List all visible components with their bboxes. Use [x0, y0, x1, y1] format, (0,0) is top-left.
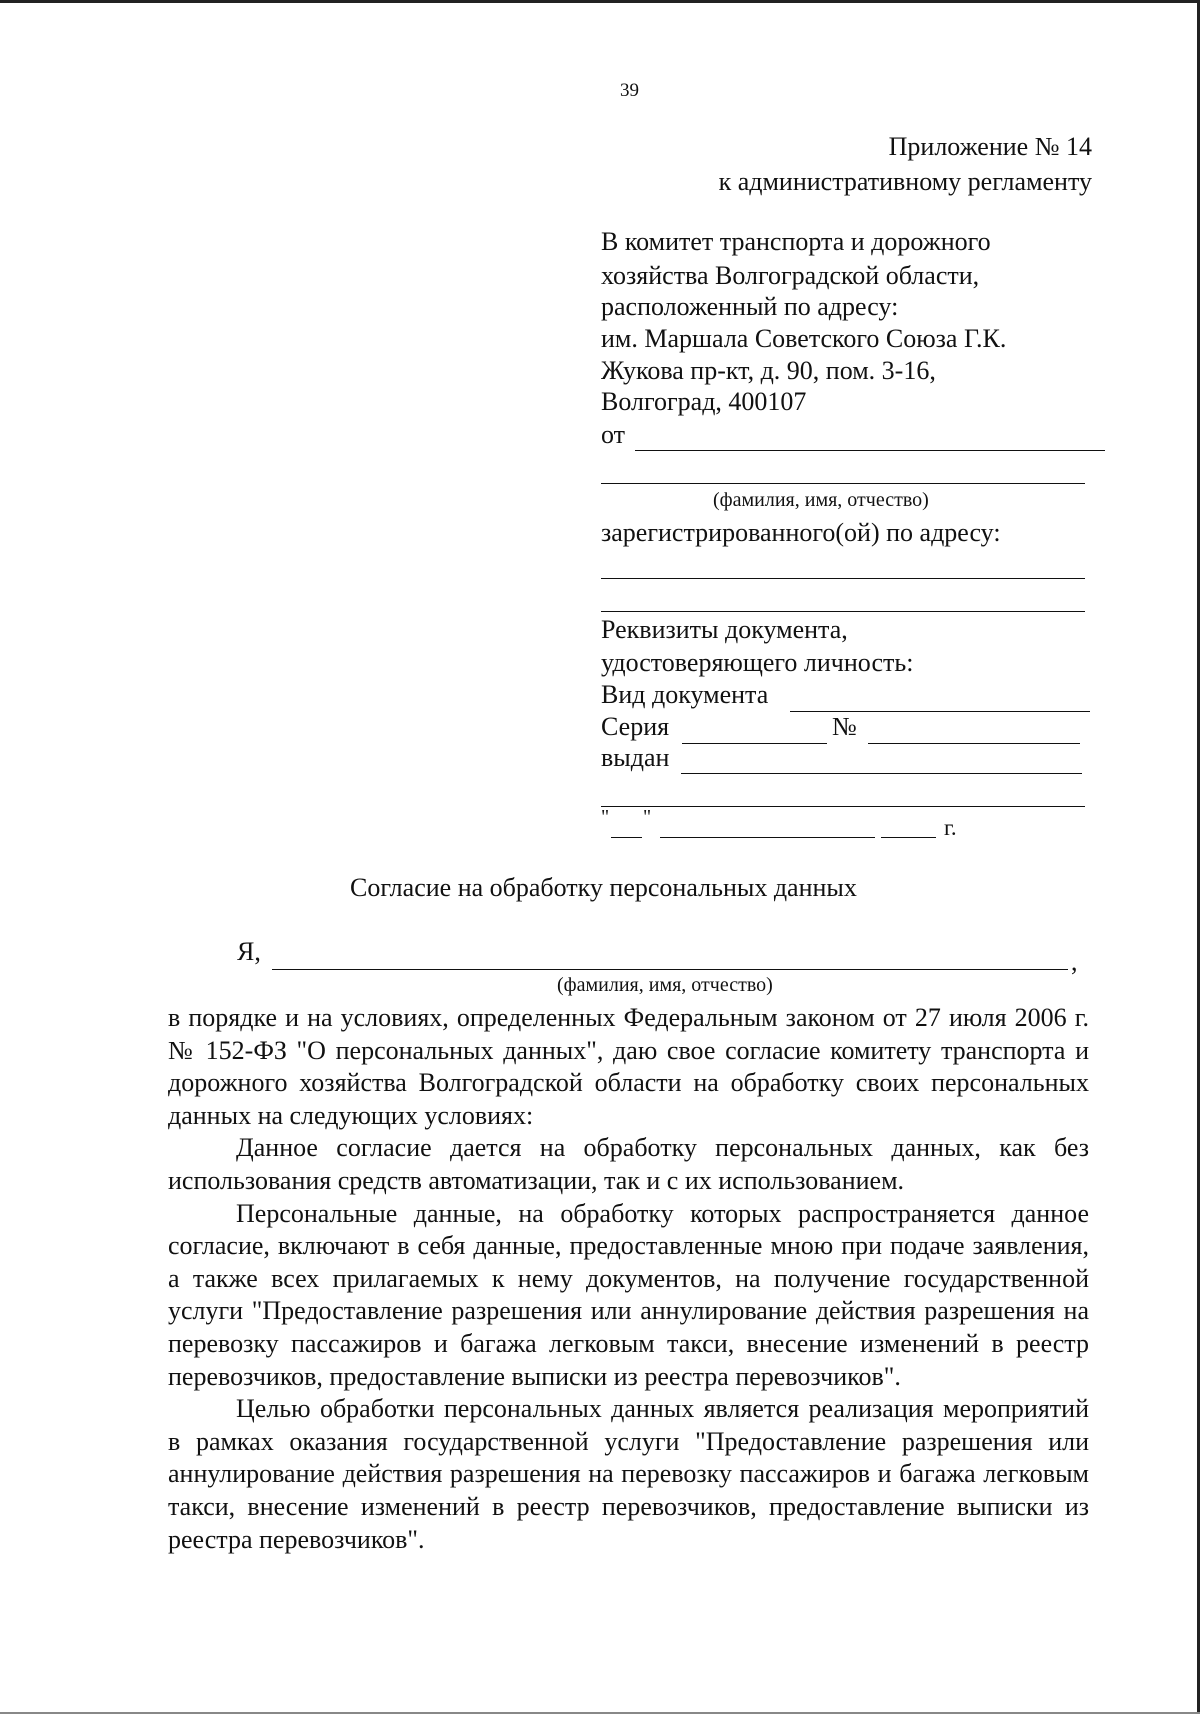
id-doc-heading-1: Реквизиты документа,: [601, 615, 848, 644]
fio-caption-top: (фамилия, имя, отчество): [713, 489, 929, 511]
consent-title: Согласие на обработку персональных данных: [350, 873, 857, 902]
series-label: Серия: [601, 712, 670, 741]
from-label: от: [601, 420, 626, 449]
registered-label: зарегистрированного(ой) по адресу:: [601, 518, 1001, 547]
date-year-field[interactable]: [881, 837, 936, 838]
consent-paragraph-1: в порядке и на условиях, определенных Федеральным законом от 27 июля 2006 г. № 152-ФЗ "О персональных данных", даю свое согласие комитету транспорта и дорожного хозяйства Волгоградской области на обработку своих персональных данных на следующих условиях:: [168, 1003, 1089, 1130]
year-suffix: г.: [944, 815, 957, 840]
addressee-line-5: Жукова пр-кт, д. 90, пом. 3-16,: [601, 356, 936, 385]
consent-paragraph-4: Целью обработки персональных данных является реализация мероприятий в рамках оказания государственной услуги "Предоставление разрешения или аннулирование действия разрешения на перевозку пассажиров и багажа легковым такси, внесение изменений в реестр перевозчиков, предоставление выписки из реестра перевозчиков".: [168, 1394, 1089, 1554]
scan-border-top: [0, 0, 1200, 3]
consent-paragraph-3: Персональные данные, на обработку которых распространяется данное согласие, включают в себя данные, предоставленные мною при подаче заявления, а также всех прилагаемых к нему документов, на получение государственной услуги "Предоставление разрешения или аннулирование действия разрешения на перевозку пассажиров и багажа легковым такси, внесение изменений в реестр перевозчиков, предоставление выписки из реестра перевозчиков".: [168, 1198, 1089, 1391]
fio-caption-consent: (фамилия, имя, отчество): [557, 974, 773, 996]
i-label: Я,: [237, 937, 261, 966]
addressee-line-2: хозяйства Волгоградской области,: [601, 261, 980, 290]
doc-type-label: Вид документа: [601, 680, 769, 709]
addressee-line-4: им. Маршала Советского Союза Г.К.: [601, 324, 1007, 353]
from-fio-field-2[interactable]: [601, 483, 1085, 484]
series-field[interactable]: [682, 743, 827, 744]
page-number: 39: [620, 80, 639, 101]
addressee-line-6: Волгоград, 400107: [601, 387, 807, 416]
fio-comma: ,: [1071, 947, 1078, 976]
date-quote-close: ": [643, 806, 652, 828]
appendix-number: Приложение № 14: [888, 132, 1092, 161]
issued-by-field[interactable]: [681, 773, 1082, 774]
date-quote-open: ": [601, 806, 610, 828]
from-fio-field[interactable]: [635, 450, 1105, 451]
issued-by-field-2[interactable]: [601, 806, 1085, 807]
consent-body: [168, 1002, 1089, 1556]
appendix-reference: к административному регламенту: [718, 167, 1092, 196]
number-field[interactable]: [868, 743, 1080, 744]
id-doc-heading-2: удостоверяющего личность:: [601, 648, 914, 677]
number-label: №: [832, 712, 857, 741]
addressee-line-3: расположенный по адресу:: [601, 292, 899, 321]
date-day-field[interactable]: [611, 837, 642, 838]
date-month-field[interactable]: [660, 837, 875, 838]
addressee-line-1: В комитет транспорта и дорожного: [601, 227, 991, 256]
consent-paragraph-2: Данное согласие дается на обработку персональных данных, как без использования средств автоматизации, так и с их использованием.: [168, 1133, 1089, 1195]
issued-label: выдан: [601, 743, 670, 772]
consent-fio-field[interactable]: [272, 969, 1068, 970]
registered-address-field-1[interactable]: [601, 578, 1085, 579]
registered-address-field-2[interactable]: [601, 611, 1085, 612]
